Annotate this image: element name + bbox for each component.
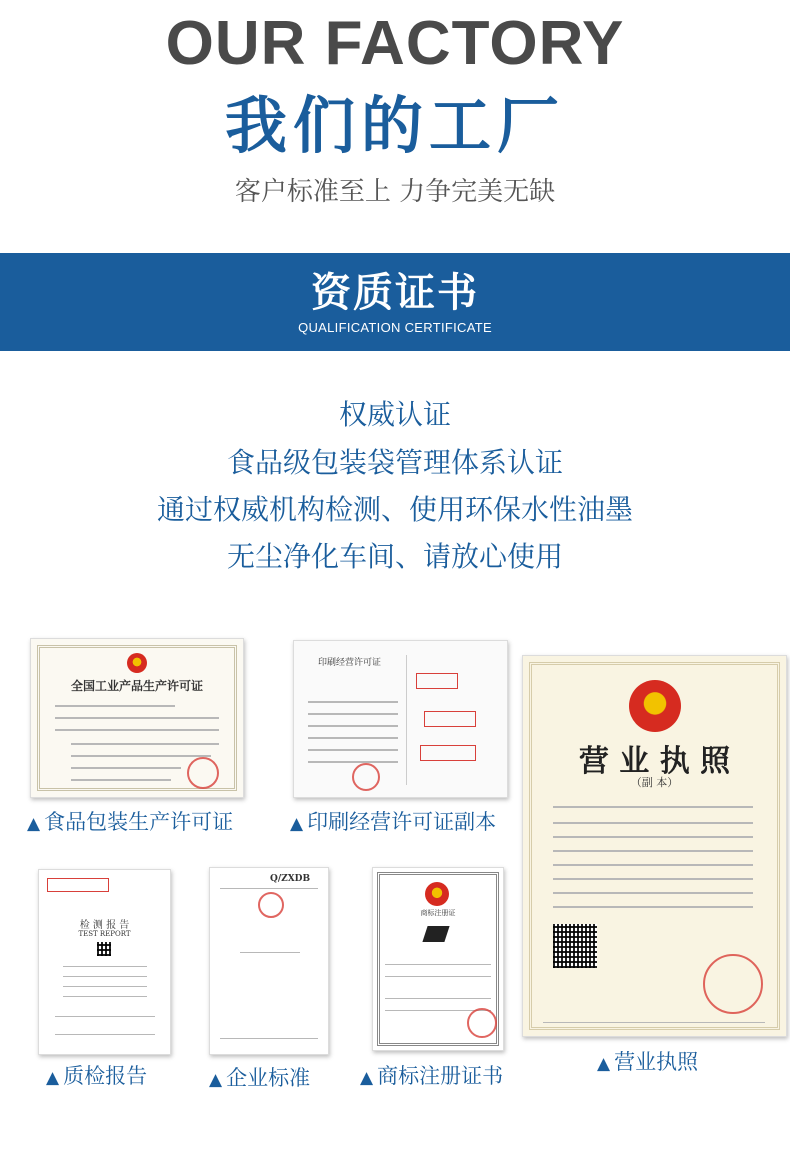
- certificate-doc-subtitle: （副 本）: [630, 776, 679, 789]
- certificate-doc-title: 检 测 报 告: [79, 920, 130, 931]
- feature-line: 权威认证: [338, 398, 451, 431]
- red-seal-icon: [187, 757, 219, 789]
- certificate-doc-subtitle: TEST REPORT: [78, 930, 131, 938]
- national-emblem-icon: [425, 882, 449, 906]
- certificate-image-trademark-registration: [372, 867, 504, 1051]
- triangle-up-icon: ▲: [360, 1068, 374, 1088]
- certificate-caption: ▲ 营业执照: [597, 1050, 699, 1074]
- red-seal-icon: [703, 954, 763, 1014]
- certificate-caption: ▲ 质检报告: [46, 1064, 148, 1088]
- triangle-up-icon: ▲: [597, 1054, 611, 1074]
- red-seal-icon: [467, 1008, 497, 1038]
- triangle-up-icon: ▲: [209, 1070, 223, 1090]
- certificate-caption: ▲ 企业标准: [209, 1066, 311, 1090]
- feature-line: 无尘净化车间、请放心使用: [226, 540, 563, 573]
- national-emblem-icon: [629, 680, 681, 732]
- certificate-doc-title: 营 业 执 照: [578, 744, 731, 779]
- banner-title-en: QUALIFICATION CERTIFICATE: [298, 320, 492, 335]
- banner-title-cn: 资质证书: [311, 270, 479, 316]
- triangle-up-icon: ▲: [290, 814, 304, 834]
- certificate-caption: ▲ 印刷经营许可证副本: [290, 810, 497, 834]
- triangle-up-icon: ▲: [27, 814, 41, 834]
- certificate-doc-title: 商标注册证: [420, 909, 456, 917]
- feature-line: 通过权威机构检测、使用环保水性油墨: [156, 493, 633, 526]
- slogan: 客户标准至上 力争完美无缺: [234, 177, 556, 207]
- certificate-doc-title: 全国工业产品生产许可证: [70, 679, 203, 693]
- certificate-doc-title: 印刷经营许可证: [317, 658, 381, 668]
- qr-code-icon: [97, 942, 111, 956]
- section-banner: [0, 253, 790, 351]
- certificate-image-production-license: [30, 638, 244, 798]
- triangle-up-icon: ▲: [46, 1068, 60, 1088]
- page-title-cn: 我们的工厂: [224, 89, 565, 162]
- qr-code-icon: [553, 924, 597, 968]
- certificate-caption: ▲ 食品包装生产许可证: [27, 810, 234, 834]
- feature-line: 食品级包装袋管理体系认证: [226, 446, 563, 479]
- red-seal-icon: [258, 892, 284, 918]
- red-seal-icon: [352, 763, 380, 791]
- certificate-caption: ▲ 商标注册证书: [360, 1064, 504, 1088]
- certificate-image-enterprise-standard: [209, 867, 329, 1055]
- certificate-image-test-report: [38, 869, 171, 1055]
- certificate-image-business-license: [522, 655, 787, 1037]
- page-title-en: OUR FACTORY: [165, 9, 625, 78]
- national-emblem-icon: [127, 653, 147, 673]
- certificate-image-printing-license: [293, 640, 508, 798]
- certificate-doc-title: Q/ZXDB: [270, 874, 311, 884]
